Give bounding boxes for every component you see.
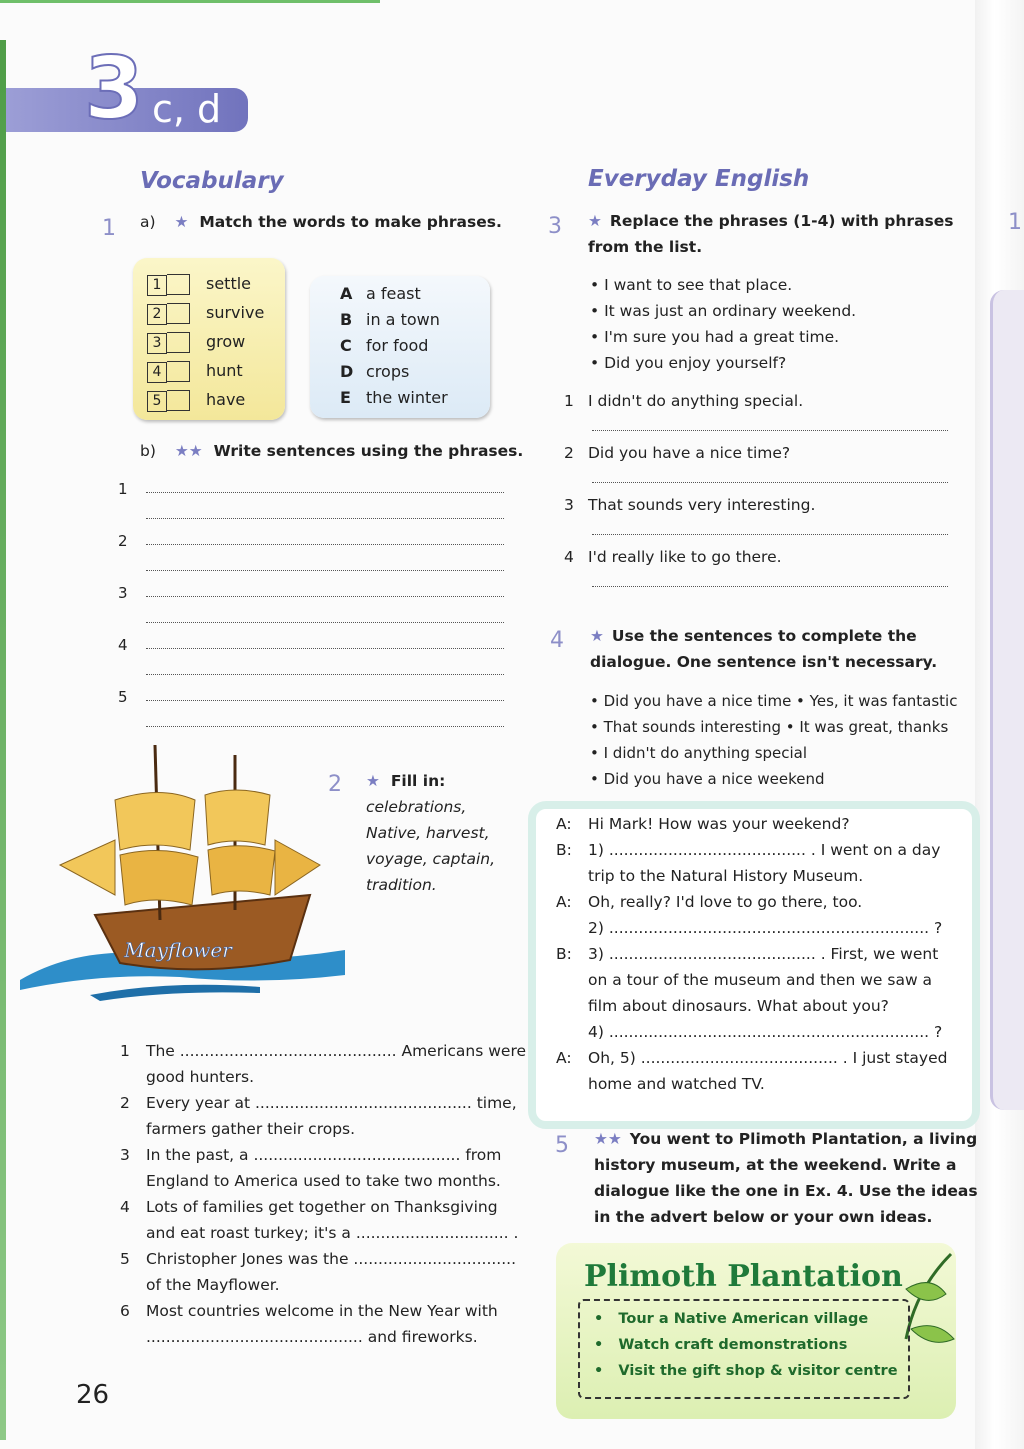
speaker: A: bbox=[556, 1049, 572, 1067]
instruction-line: Replace the phrases (1-4) with phrases bbox=[609, 212, 954, 230]
ex1b-heading bbox=[140, 438, 523, 464]
advert-item-text: Tour a Native American village bbox=[618, 1311, 869, 1327]
advert-item: • Watch craft demonstrations bbox=[594, 1337, 848, 1353]
vocabulary-title: Vocabulary bbox=[140, 168, 284, 194]
ending-letter: C bbox=[340, 336, 352, 355]
advert-list bbox=[578, 1299, 910, 1399]
ex1a-instruction: Match the words to make phrases. bbox=[199, 213, 502, 231]
dialogue-line[interactable]: 1) ........................................ . I went on a day bbox=[588, 841, 941, 859]
item-line: Lots of families get together on Thanksgiving bbox=[146, 1198, 498, 1216]
word-row bbox=[147, 361, 243, 383]
option-line: • Did you have a nice weekend bbox=[590, 770, 825, 788]
item-text: That sounds very interesting. bbox=[588, 496, 816, 514]
word-text: survive bbox=[206, 303, 265, 322]
instruction-line: Use the sentences to complete the bbox=[611, 627, 917, 645]
ex1-number: 1 bbox=[102, 216, 116, 241]
ex2-heading bbox=[366, 768, 445, 794]
advert-item: • Tour a Native American village bbox=[594, 1311, 869, 1327]
star-icon: ★★ bbox=[594, 1130, 622, 1148]
words-box bbox=[133, 258, 285, 420]
top-rule bbox=[0, 0, 380, 3]
ex3-instruction bbox=[588, 208, 954, 260]
item-line[interactable]: ............................................ and fireworks. bbox=[146, 1328, 478, 1346]
green-strip bbox=[0, 40, 6, 1440]
everyday-english-title: Everyday English bbox=[588, 166, 810, 192]
dialogue-line[interactable]: 4) ................................................................. ? bbox=[588, 1023, 943, 1041]
answer-line[interactable] bbox=[146, 570, 504, 571]
dialogue-line: film about dinosaurs. What about you? bbox=[588, 997, 889, 1015]
item-number: 1 bbox=[120, 1042, 130, 1060]
answer-line[interactable] bbox=[146, 544, 504, 545]
line-number: 1 bbox=[118, 480, 128, 498]
ex2-number: 2 bbox=[328, 772, 342, 797]
ending-letter: A bbox=[340, 284, 353, 303]
star-icon: ★ bbox=[366, 772, 380, 790]
ex1a-heading bbox=[140, 209, 502, 235]
answer-line[interactable] bbox=[146, 726, 504, 727]
answer-line[interactable] bbox=[592, 430, 948, 431]
dialogue-box bbox=[528, 801, 980, 1129]
ex1b-label: b) bbox=[140, 442, 156, 460]
ex4-options bbox=[590, 688, 957, 792]
speaker: A: bbox=[556, 893, 572, 911]
dialogue-line[interactable]: 2) ................................................................. ? bbox=[588, 919, 943, 937]
ex3-phrase-list bbox=[590, 272, 856, 376]
answer-line[interactable] bbox=[146, 622, 504, 623]
ending-letter: D bbox=[340, 362, 354, 381]
ending-letter: B bbox=[340, 310, 353, 329]
ending-text: in a town bbox=[366, 310, 440, 329]
item-line: Most countries welcome in the New Year with bbox=[146, 1302, 498, 1320]
sea-wave bbox=[90, 985, 260, 1001]
ship-name: Mayflower bbox=[124, 938, 232, 962]
fill-word: celebrations, bbox=[366, 798, 467, 816]
answer-line[interactable] bbox=[146, 518, 504, 519]
star-icon: ★ bbox=[588, 212, 602, 230]
ex1b-lines bbox=[114, 476, 506, 736]
word-row bbox=[147, 303, 264, 325]
fill-word: tradition. bbox=[366, 876, 437, 894]
instruction-line: dialogue like the one in Ex. 4. Use the ideas bbox=[594, 1182, 978, 1200]
ex5-instruction bbox=[594, 1126, 978, 1230]
item-text: Did you have a nice time? bbox=[588, 444, 791, 462]
page-number: 26 bbox=[76, 1380, 110, 1410]
sail bbox=[205, 790, 270, 845]
dialogue-line[interactable]: Oh, 5) ........................................ . I just stayed bbox=[588, 1049, 948, 1067]
word-row bbox=[147, 274, 251, 296]
next-page-number: 1 bbox=[1008, 210, 1022, 235]
ending-text: for food bbox=[366, 336, 429, 355]
phrase-item: • I want to see that place. bbox=[590, 276, 793, 294]
word-row bbox=[147, 390, 245, 412]
next-page-panel bbox=[990, 290, 1024, 1110]
ending-row bbox=[340, 362, 409, 381]
advert-box bbox=[556, 1243, 956, 1419]
phrase-text: I want to see that place. bbox=[604, 276, 793, 294]
dialogue-line: home and watched TV. bbox=[588, 1075, 765, 1093]
answer-box[interactable] bbox=[167, 361, 190, 382]
item-text: I'd really like to go there. bbox=[588, 548, 782, 566]
option-line: • I didn't do anything special bbox=[590, 744, 808, 762]
advert-item-text: Watch craft demonstrations bbox=[618, 1337, 848, 1353]
dialogue-line: Oh, really? I'd love to go there, too. bbox=[588, 893, 863, 911]
unit-number: 3 bbox=[84, 39, 144, 139]
item-number: 3 bbox=[120, 1146, 130, 1164]
ex2-word-list bbox=[366, 794, 495, 898]
item-number: 3 bbox=[564, 496, 574, 514]
ending-text: a feast bbox=[366, 284, 421, 303]
item-line: of the Mayflower. bbox=[146, 1276, 280, 1294]
star-icon: ★ bbox=[590, 627, 604, 645]
number-box: 5 bbox=[147, 391, 167, 412]
fill-word: voyage, captain, bbox=[366, 850, 496, 868]
ex1b-instruction: Write sentences using the phrases. bbox=[213, 442, 524, 460]
instruction-line: dialogue. One sentence isn't necessary. bbox=[590, 653, 938, 671]
phrase-item: • It was just an ordinary weekend. bbox=[590, 302, 857, 320]
instruction-line: from the list. bbox=[588, 238, 703, 256]
ending-row bbox=[340, 336, 428, 355]
ex1a-label: a) bbox=[140, 213, 156, 231]
ex4-instruction bbox=[590, 623, 937, 675]
speaker: A: bbox=[556, 815, 572, 833]
ending-row bbox=[340, 388, 448, 407]
ending-row bbox=[340, 284, 421, 303]
dialogue-line: Hi Mark! How was your weekend? bbox=[588, 815, 850, 833]
speaker: B: bbox=[556, 945, 572, 963]
mayflower-illustration bbox=[20, 745, 345, 1005]
line-number: 2 bbox=[118, 532, 128, 550]
item-line: farmers gather their crops. bbox=[146, 1120, 356, 1138]
item-number: 4 bbox=[564, 548, 574, 566]
answer-box[interactable] bbox=[167, 332, 190, 353]
answer-line[interactable] bbox=[146, 596, 504, 597]
word-text: grow bbox=[206, 332, 246, 351]
dialogue-line: trip to the Natural History Museum. bbox=[588, 867, 864, 885]
line-number: 4 bbox=[118, 636, 128, 654]
ex4-number: 4 bbox=[550, 628, 564, 653]
answer-box[interactable] bbox=[167, 274, 190, 295]
sail bbox=[275, 840, 320, 895]
fill-word: Native, harvest, bbox=[366, 824, 490, 842]
ending-letter: E bbox=[340, 388, 351, 407]
ex2-instruction: Fill in: bbox=[390, 772, 446, 790]
answer-line[interactable] bbox=[146, 648, 504, 649]
ending-text: crops bbox=[366, 362, 410, 381]
sail bbox=[208, 846, 275, 895]
item-line: England to America used to take two months. bbox=[146, 1172, 501, 1190]
option-line: • That sounds interesting • It was great, thanks bbox=[590, 718, 949, 736]
item-number: 6 bbox=[120, 1302, 130, 1320]
number-box: 2 bbox=[147, 304, 167, 325]
word-row bbox=[147, 332, 245, 354]
item-line[interactable]: and eat roast turkey; it's a ............................... . bbox=[146, 1224, 519, 1242]
ending-row bbox=[340, 310, 440, 329]
item-line: good hunters. bbox=[146, 1068, 255, 1086]
phrase-text: It was just an ordinary weekend. bbox=[604, 302, 857, 320]
sail bbox=[60, 840, 115, 895]
item-number: 5 bbox=[120, 1250, 130, 1268]
instruction-line: You went to Plimoth Plantation, a living bbox=[629, 1130, 978, 1148]
ex5-number: 5 bbox=[555, 1133, 569, 1158]
ex3-items bbox=[564, 388, 954, 598]
phrase-text: I'm sure you had a great time. bbox=[604, 328, 840, 346]
item-number: 1 bbox=[564, 392, 574, 410]
phrase-item: • I'm sure you had a great time. bbox=[590, 328, 840, 346]
answer-box[interactable] bbox=[167, 390, 190, 411]
dialogue-line: on a tour of the museum and then we saw a bbox=[588, 971, 933, 989]
ex3-number: 3 bbox=[548, 214, 562, 239]
item-line[interactable]: The ............................................ Americans were bbox=[146, 1042, 527, 1060]
speaker: B: bbox=[556, 841, 572, 859]
dialogue-line[interactable]: 3) .......................................... . First, we went bbox=[588, 945, 939, 963]
number-box: 3 bbox=[147, 333, 167, 354]
ending-text: the winter bbox=[366, 388, 448, 407]
answer-line[interactable] bbox=[592, 586, 948, 587]
word-text: have bbox=[206, 390, 246, 409]
star-icon: ★ bbox=[174, 213, 189, 231]
phrase-text: Did you enjoy yourself? bbox=[604, 354, 787, 372]
instruction-line: in the advert below or your own ideas. bbox=[594, 1208, 933, 1226]
answer-box[interactable] bbox=[167, 303, 190, 324]
item-line[interactable]: In the past, a .......................................... from bbox=[146, 1146, 502, 1164]
line-number: 5 bbox=[118, 688, 128, 706]
answer-line[interactable] bbox=[146, 492, 504, 493]
phrase-item: • Did you enjoy yourself? bbox=[590, 354, 787, 372]
item-text: I didn't do anything special. bbox=[588, 392, 804, 410]
answer-line[interactable] bbox=[592, 482, 948, 483]
advert-title: Plimoth Plantation bbox=[584, 1259, 903, 1294]
unit-letters: c, d bbox=[152, 87, 222, 131]
endings-box bbox=[310, 276, 490, 418]
advert-item-text: Visit the gift shop & visitor centre bbox=[618, 1363, 898, 1379]
option-line: • Did you have a nice time • Yes, it was fantastic bbox=[590, 692, 958, 710]
word-text: settle bbox=[206, 274, 252, 293]
item-number: 2 bbox=[564, 444, 574, 462]
word-text: hunt bbox=[206, 361, 243, 380]
instruction-line: history museum, at the weekend. Write a bbox=[594, 1156, 957, 1174]
item-number: 4 bbox=[120, 1198, 130, 1216]
number-box: 4 bbox=[147, 362, 167, 383]
number-box: 1 bbox=[147, 275, 167, 296]
line-number: 3 bbox=[118, 584, 128, 602]
answer-line[interactable] bbox=[146, 700, 504, 701]
item-line[interactable]: Christopher Jones was the ................................. bbox=[146, 1250, 517, 1268]
sail bbox=[115, 793, 195, 851]
item-line[interactable]: Every year at ............................................ time, bbox=[146, 1094, 517, 1112]
star-icon: ★★ bbox=[174, 442, 203, 460]
answer-line[interactable] bbox=[592, 534, 948, 535]
sail bbox=[120, 850, 198, 905]
item-number: 2 bbox=[120, 1094, 130, 1112]
advert-item: • Visit the gift shop & visitor centre bbox=[594, 1363, 898, 1379]
answer-line[interactable] bbox=[146, 674, 504, 675]
